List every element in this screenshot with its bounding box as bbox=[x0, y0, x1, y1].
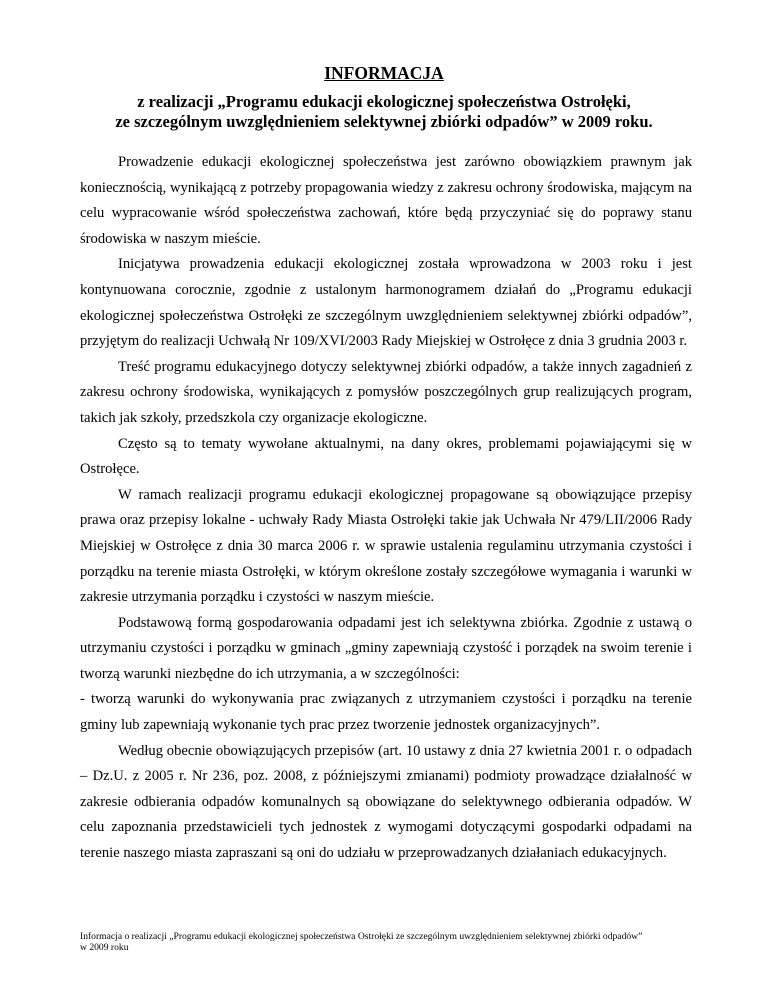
document-body bbox=[80, 150, 692, 867]
document-title: INFORMACJA bbox=[324, 63, 444, 83]
paragraph: Prowadzenie edukacji ekologicznej społeczeństwa jest zarówno obowiązkiem prawnym jak koniecznością, wynikającą z potrzeby propagowania wiedzy z zakresu ochrony środowiska, mającym na celu wypracowanie wśród społeczeństwa zachowań, które będą przyczyniać się do poprawy stanu środowiska w naszym mieście. bbox=[80, 154, 692, 247]
paragraph: Według obecnie obowiązujących przepisów (art. 10 ustawy z dnia 27 kwietnia 2001 r. o odpadach – Dz.U. z 2005 r. Nr 236, poz. 2008, z późniejszymi zmianami) podmioty prowadzące działalność w zakresie odbierania odpadów komunalnych są obowiązane do selektywnego odbierania odpadów. W celu zapoznania przedstawicieli tych jednostek z wymogami dotyczącymi gospodarki odpadami na terenie naszego miasta zapraszani są oni do udziału w przeprowadzanych działaniach edukacyjnych. bbox=[80, 742, 692, 862]
paragraph: Podstawową formą gospodarowania odpadami jest ich selektywna zbiórka. Zgodnie z ustawą o utrzymaniu czystości i porządku w gminach „gminy zapewniają czystość i porządek na swoim terenie i tworzą warunki niezbędne do ich utrzymania, a w szczególności: bbox=[80, 614, 692, 682]
paragraph: W ramach realizacji programu edukacji ekologicznej propagowane są obowiązujące przepisy prawa oraz przepisy lokalne - uchwały Rady Miasta Ostrołęki takie jak Uchwała Nr 479/LII/2006 Rady Miejskiej w Ostrołęce z dnia 30 marca 2006 r. w sprawie ustalenia regulaminu utrzymania czystości i porządku na terenie miasta Ostrołęki, w którym określone zostały szczegółowe wymagania i warunki w zakresie utrzymania porządku i czystości w naszym mieście. bbox=[80, 486, 692, 606]
subtitle-line: z realizacji „Programu edukacji ekologicznej społeczeństwa Ostrołęki, bbox=[137, 92, 631, 111]
footer-line: w 2009 roku bbox=[80, 942, 129, 953]
paragraph: Inicjatywa prowadzenia edukacji ekologicznej została wprowadzona w 2003 roku i jest kontynuowana corocznie, zgodnie z ustalonym harmonogramem działań do „Programu edukacji ekologicznej społeczeństwa Ostrołęki ze szczególnym uwzględnieniem selektywnej zbiórki odpadów”, przyjętym do realizacji Uchwałą Nr 109/XVI/2003 Rady Miejskiej w Ostrołęce z dnia 3 grudnia 2003 r. bbox=[80, 256, 692, 350]
footer-line: Informacja o realizacji „Programu edukacji ekologicznej społeczeństwa Ostrołęki ze szczególnym uwzględnieniem selektywnej zbiórki odpadów” bbox=[80, 931, 643, 942]
paragraph: Treść programu edukacyjnego dotyczy selektywnej zbiórki odpadów, a także innych zagadnień z zakresu ochrony środowiska, wynikających z pomysłów poszczególnych grup realizujących program, takich jak szkoły, przedszkola czy organizacje ekologiczne. bbox=[80, 358, 692, 426]
subtitle-line: ze szczególnym uwzględnieniem selektywnej zbiórki odpadów” w 2009 roku. bbox=[115, 112, 653, 131]
page-footer bbox=[80, 931, 700, 953]
paragraph: Często są to tematy wywołane aktualnymi, na dany okres, problemami pojawiającymi się w Ostrołęce. bbox=[80, 435, 692, 478]
document-subtitle bbox=[60, 92, 708, 132]
list-item: - tworzą warunki do wykonywania prac związanych z utrzymaniem czystości i porządku na terenie gminy lub zapewniają wykonanie tych prac przez tworzenie jednostek organizacyjnych”. bbox=[80, 691, 692, 734]
